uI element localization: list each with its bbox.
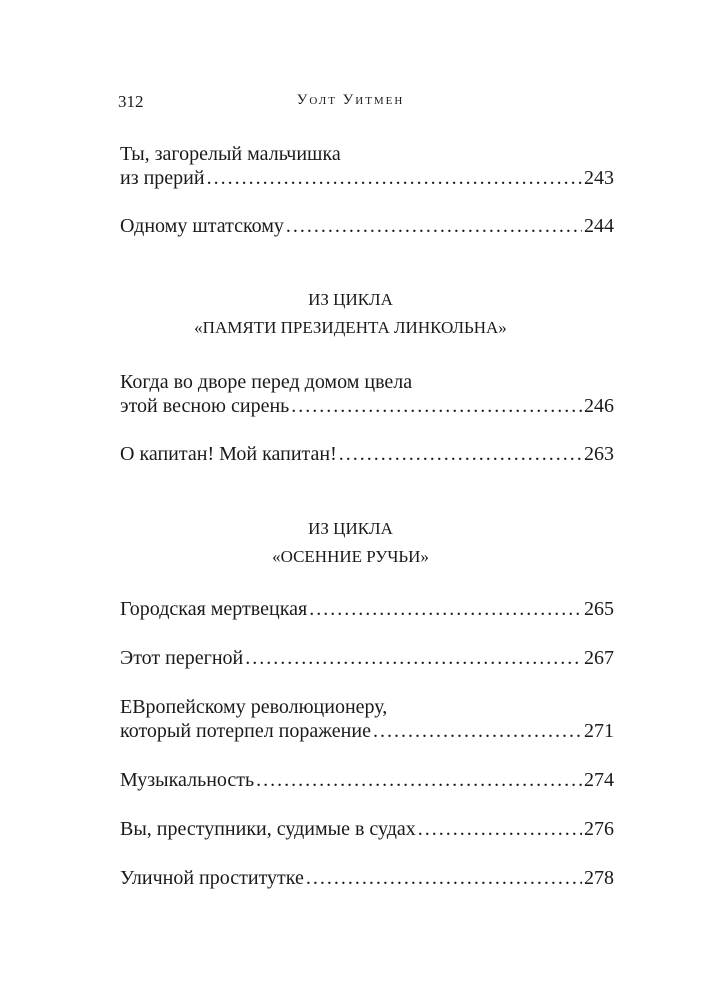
entry-page: 271 (584, 720, 614, 742)
toc-entry (120, 866, 614, 890)
toc-entry (120, 695, 614, 743)
entry-title: из прерий (120, 167, 205, 189)
dot-leader (339, 442, 582, 466)
dot-leader (418, 817, 582, 841)
entry-title: Уличной проститутке (120, 867, 304, 889)
dot-leader (245, 646, 582, 670)
entry-page: 244 (584, 215, 614, 237)
entry-title: этой весною сирень (120, 395, 290, 417)
section-title: «ОСЕННИЕ РУЧЬИ» (272, 547, 429, 566)
dot-leader (373, 719, 582, 743)
toc-entry (120, 370, 614, 418)
section-title: «ПАМЯТИ ПРЕЗИДЕНТА ЛИНКОЛЬНА» (194, 318, 507, 337)
dot-leader (207, 166, 582, 190)
running-head: Уолт Уитмен (296, 92, 405, 108)
entry-page: 276 (584, 818, 614, 840)
entry-title: который потерпел поражение (120, 720, 371, 742)
toc-entry (120, 646, 614, 670)
entry-page: 246 (584, 395, 614, 417)
entry-page: 278 (584, 867, 614, 889)
entry-title: Музыкальность (120, 769, 255, 791)
toc-entry (120, 768, 614, 792)
page-number: 312 (118, 92, 144, 111)
dot-leader (286, 214, 582, 238)
dot-leader (291, 394, 582, 418)
entry-page: 267 (584, 647, 614, 669)
toc-entry (120, 214, 614, 238)
section-heading (0, 515, 701, 571)
section-label: ИЗ ЦИКЛА (308, 290, 393, 309)
section-label: ИЗ ЦИКЛА (308, 519, 393, 538)
toc-entry (120, 142, 614, 190)
entry-page: 265 (584, 598, 614, 620)
entry-title: О капитан! Мой капитан! (120, 443, 337, 465)
entry-page: 243 (584, 167, 614, 189)
dot-leader (256, 768, 582, 792)
entry-page: 274 (584, 769, 614, 791)
entry-page: 263 (584, 443, 614, 465)
entry-title-line: Когда во дворе перед домом цвела (120, 371, 413, 393)
dot-leader (309, 597, 582, 621)
dot-leader (306, 866, 582, 890)
toc-entry (120, 817, 614, 841)
section-heading (0, 286, 701, 342)
entry-title-line: Ты, загорелый мальчишка (120, 143, 341, 165)
entry-title: Одному штатскому (120, 215, 284, 237)
entry-title: Этот перегной (120, 647, 244, 669)
toc-entry (120, 597, 614, 621)
entry-title: Вы, преступники, судимые в судах (120, 818, 416, 840)
entry-title-line: ЕВропейскому революционеру, (120, 696, 388, 718)
toc-entry (120, 442, 614, 466)
entry-title: Городская мертвецкая (120, 598, 308, 620)
